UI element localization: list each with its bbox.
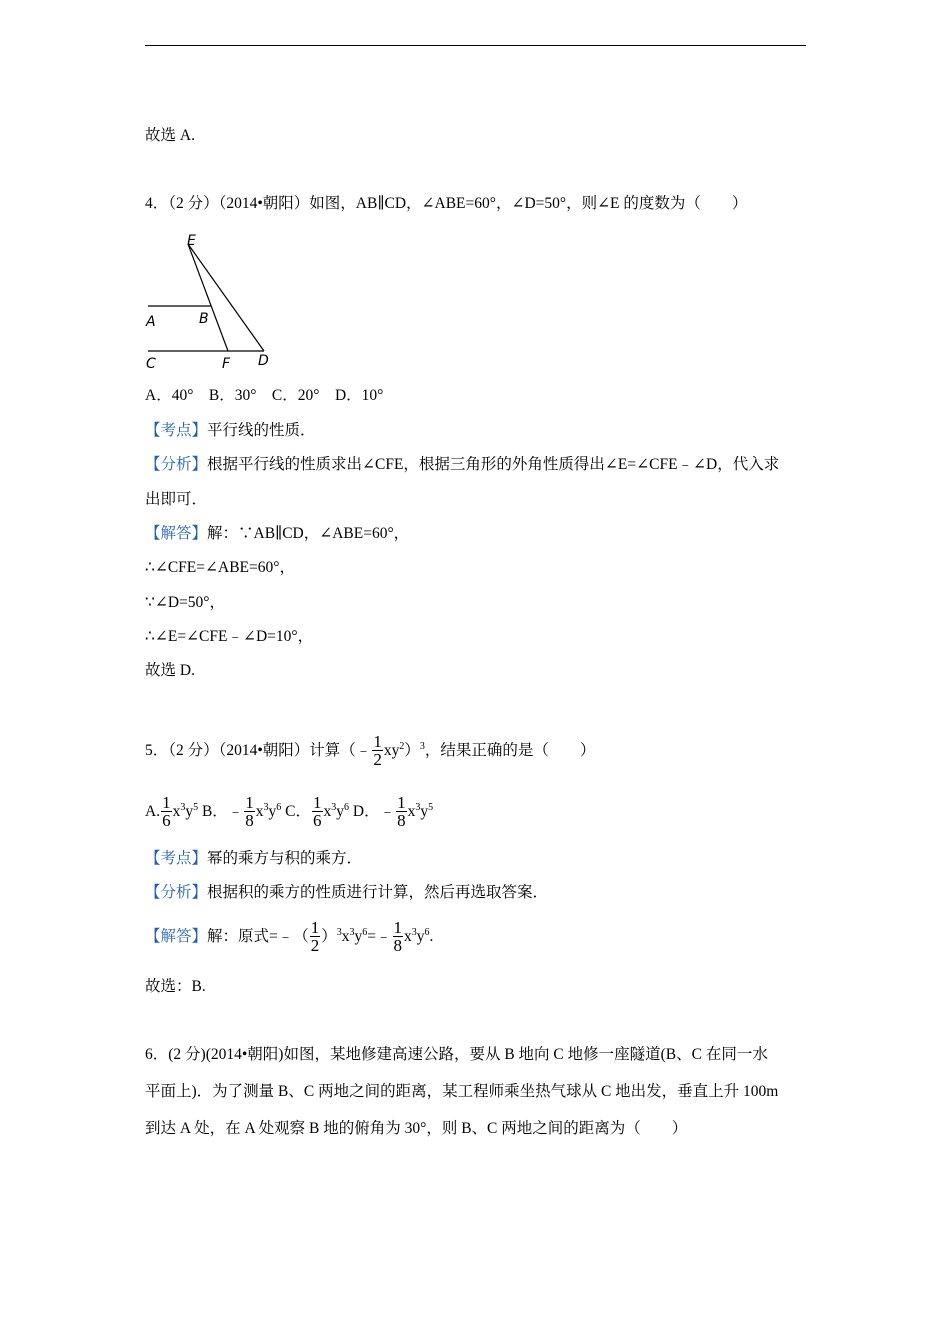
fenxi-text: 根据平行线的性质求出∠CFE，根据三角形的外角性质得出∠E=∠CFE﹣∠D，代入求 [207,456,780,473]
frac-num: 1 [162,793,171,813]
frac-num: 1 [310,918,320,938]
jieda-end: . [429,928,434,945]
frac-den: 8 [245,811,254,831]
frac-den: 8 [397,811,406,831]
var-x: x [407,803,416,820]
q6-line-3: 到达 A 处，在 A 处观察 B 地的俯角为 30°，则 B、C 两地之间的距离为（ ） [145,1120,688,1137]
q5-fenxi [145,883,548,903]
exp: 6 [276,802,282,813]
kaodian-tag: 【考点】 [145,422,208,439]
opt-a-label: A. [145,803,161,820]
q5-answer: 故选：B. [145,978,206,995]
line-ed [188,244,264,351]
frac-num: 1 [397,793,406,813]
q4-stem: 4．（2 分）（2014•朝阳）如图，AB∥CD，∠ABE=60°，∠D=50°，则∠E 的度数为（ ） [145,195,748,212]
q4-kaodian [145,421,316,441]
q4-geometry-figure [140,230,280,372]
q5-options [145,795,433,829]
label-f: F [222,356,231,372]
exp: 6 [344,802,350,813]
q4-fenxi [145,455,779,475]
var-y: y [336,803,345,820]
var-x: x [172,803,181,820]
exp: 3 [415,802,421,813]
header-rule [145,45,806,46]
frac-num: 1 [373,732,382,752]
q5-stem-suffix: ，结果正确的是（ ） [424,742,596,759]
var-x: x [404,928,412,945]
frac-den: 2 [310,936,320,956]
frac-num: 1 [313,793,322,813]
jieda-text: 解：∵AB∥CD，∠ABE=60°， [207,525,410,542]
opt-c-label: C． [285,803,312,820]
q5-stem-fraction [372,732,383,770]
exp: 5 [193,802,199,813]
var-y: y [354,928,363,945]
q4-jieda [145,524,409,544]
jieda-fraction-half [310,918,321,956]
opt-a-fraction [161,793,172,831]
exp: 3 [411,927,417,938]
exp: 3 [331,802,337,813]
frac-den: 6 [162,811,171,831]
fenxi-text: 根据积的乘方的性质进行计算，然后再选取答案． [207,884,549,901]
exp: 3 [349,927,355,938]
kaodian-text: 平行线的性质． [207,422,316,439]
line-ef [188,244,228,351]
kaodian-tag: 【考点】 [145,850,208,867]
q4-step-3: ∴∠E=∠CFE﹣∠D=10°， [145,628,314,645]
q5-stem-prefix: 5．（2 分）（2014•朝阳）计算（﹣ [145,742,372,759]
exp: 3 [336,927,342,938]
opt-d-fraction [396,793,407,831]
jieda-fraction-eighth [393,918,404,956]
q5-stem-xy: xy [383,742,400,759]
q4-step-1: ∴∠CFE=∠ABE=60°， [145,559,295,576]
jieda-close: ） [321,928,337,945]
q5-jieda [145,920,433,954]
exp: 5 [428,802,434,813]
label-d: D [258,353,269,369]
frac-num: 1 [393,918,403,938]
frac-num: 1 [245,793,254,813]
exp: 6 [362,927,368,938]
var-x: x [323,803,332,820]
q4-options: A．40° B．30° C．20° D．10° [145,387,384,404]
label-c: C [146,356,156,372]
opt-c-fraction [312,793,323,831]
jieda-tag: 【解答】 [145,525,208,542]
opt-d-label: D．﹣ [352,803,396,820]
q5-kaodian [145,849,362,869]
q4-fenxi-cont: 出即可． [145,491,208,508]
exp: 2 [399,741,405,752]
frac-den: 8 [393,936,403,956]
q4-answer: 故选 D. [145,662,195,679]
frac-den: 6 [313,811,322,831]
fenxi-tag: 【分析】 [145,884,208,901]
exp: 3 [263,802,269,813]
q5-stem [145,734,595,768]
fenxi-tag: 【分析】 [145,456,208,473]
q6-line-1: 6．(2 分)(2014•朝阳)如图，某地修建高速公路，要从 B 地向 C 地修一座隧道(B、C 在同一水 [145,1046,768,1063]
var-y: y [416,928,425,945]
q4-step-2: ∵∠D=50°， [145,594,225,611]
label-a: A [146,314,156,330]
var-y: y [268,803,277,820]
opt-b-label: B．﹣ [201,803,244,820]
q3-answer: 故选 A. [145,127,195,144]
exp: 3 [419,741,425,752]
var-y: y [185,803,194,820]
var-y: y [420,803,429,820]
jieda-text: 解：原式=﹣（ [207,928,309,945]
label-e: E [187,233,196,249]
var-x: x [255,803,264,820]
var-x: x [341,928,350,945]
frac-den: 2 [373,750,382,770]
label-b: B [199,311,209,327]
jieda-tag: 【解答】 [145,928,208,945]
exp: 6 [424,927,430,938]
q5-stem-close: ） [404,742,420,759]
q6-line-2: 平面上)．为了测量 B、C 两地之间的距离，某工程师乘坐热气球从 C 地出发，垂直上升 100m [145,1083,779,1100]
opt-b-fraction [244,793,255,831]
kaodian-text: 幂的乘方与积的乘方． [207,850,363,867]
jieda-mid: =﹣ [367,928,392,945]
exp: 3 [180,802,186,813]
